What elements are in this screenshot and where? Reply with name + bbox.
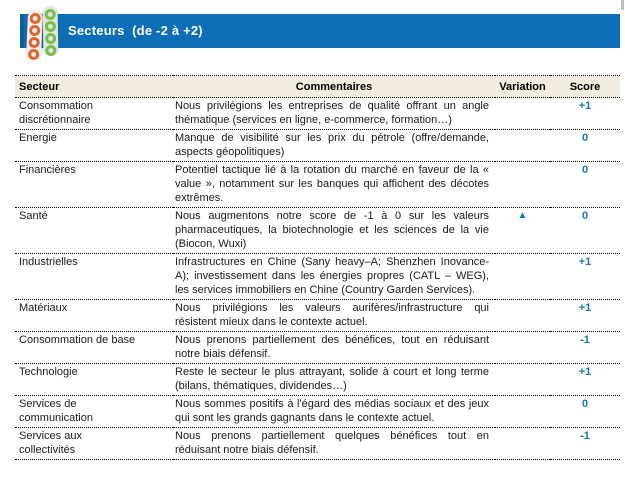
- sector-name-cell: [15, 98, 173, 130]
- table-header-row: [15, 76, 620, 98]
- table-row: [15, 130, 620, 162]
- sector-name-cell: [15, 428, 173, 460]
- variation-cell: [495, 396, 550, 428]
- sector-name-cell: [15, 162, 173, 208]
- sector-name-cell: [15, 208, 173, 254]
- comment-cell: Nous privilégions les valeurs aurifères/infrastructure qui résistent mieux dans le contexte actuel.: [173, 300, 495, 332]
- green-dot-icon: [45, 33, 56, 44]
- orange-dot-icon: [29, 25, 40, 36]
- comment-cell: Nous augmentons notre score de -1 à 0 sur les valeurs pharmaceutiques, la biotechnologie et les sciences de la vie (Biocon, Wuxi): [173, 208, 495, 254]
- sector-name-cell: [15, 300, 173, 332]
- page-corner-artifact: [621, 0, 624, 10]
- variation-cell: [495, 332, 550, 364]
- sector-name: Consommation discrétionnaire: [19, 100, 93, 126]
- sector-name: Energie: [19, 132, 57, 144]
- table-row: [15, 364, 620, 396]
- sector-name-cell: [15, 332, 173, 364]
- sector-name: Technologie: [19, 366, 78, 378]
- column-header-score: Score: [550, 76, 620, 98]
- comment-cell: Nous prenons partiellement des bénéfices, tout en réduisant notre biais défensif.: [173, 332, 495, 364]
- green-dots-strip-icon: [43, 7, 59, 55]
- green-dot-icon: [45, 45, 56, 56]
- variation-cell: [495, 130, 550, 162]
- orange-dots-strip-icon: [26, 11, 43, 60]
- comment-cell: Potentiel tactique lié à la rotation du marché en faveur de la « value », notamment sur les banques qui affichent des décotes extrêmes.: [173, 162, 495, 208]
- score-value: +1: [550, 364, 620, 396]
- sector-name-cell: [15, 364, 173, 396]
- score-value: -1: [550, 428, 620, 460]
- sector-name: Consommation de base: [19, 334, 136, 346]
- table-row: [15, 162, 620, 208]
- orange-dot-icon: [29, 13, 40, 24]
- score-value: 0: [550, 162, 620, 208]
- sector-name-cell: [15, 396, 173, 428]
- column-header-secteur: Secteur: [15, 76, 173, 98]
- comment-cell: Manque de visibilité sur les prix du pétrole (offre/demande, aspects géopolitiques): [173, 130, 495, 162]
- score-value: +1: [550, 98, 620, 130]
- section-title: Secteurs (de -2 à +2): [68, 23, 203, 38]
- sector-name: Services de communication: [19, 398, 93, 424]
- variation-cell: [495, 300, 550, 332]
- variation-cell: [495, 254, 550, 300]
- table-row: [15, 396, 620, 428]
- sector-name: Matériaux: [19, 302, 68, 314]
- score-value: 0: [550, 130, 620, 162]
- variation-cell: [495, 428, 550, 460]
- sector-name: Industrielles: [19, 256, 78, 268]
- sector-name-cell: [15, 254, 173, 300]
- sector-name-cell: [15, 130, 173, 162]
- comment-cell: Nous privilégions les entreprises de qualité offrant un angle thématique (services en ligne, e-commerce, formation…): [173, 98, 495, 130]
- variation-cell: [495, 98, 550, 130]
- green-dot-icon: [45, 21, 56, 32]
- variation-cell: [495, 162, 550, 208]
- score-value: -1: [550, 332, 620, 364]
- comment-cell: Infrastructures en Chine (Sany heavy–A; Shenzhen Inovance-A); investissement dans les énergies propres (CATL – WEG), les services immobiliers en Chine (Country Garden Services).: [173, 254, 495, 300]
- variation-up-icon: ▲: [495, 208, 550, 254]
- comment-cell: Nous sommes positifs à l'égard des médias sociaux et des jeux qui sont les grands gagnants dans le contexte actuel.: [173, 396, 495, 428]
- sectors-table: [15, 75, 620, 460]
- column-header-commentaires: Commentaires: [173, 76, 495, 98]
- score-value: +1: [550, 254, 620, 300]
- table-row: [15, 332, 620, 364]
- variation-cell: [495, 364, 550, 396]
- sectors-table-body: [15, 98, 620, 460]
- sectors-table-container: [15, 75, 620, 460]
- table-row: [15, 208, 620, 254]
- comment-cell: Reste le secteur le plus attrayant, solide à court et long terme (bilans, thématiques, dividendes…): [173, 364, 495, 396]
- sector-name: Financières: [19, 164, 76, 176]
- sector-name: Santé: [19, 210, 48, 222]
- sector-name: Services aux collectivités: [19, 430, 82, 456]
- table-row: [15, 428, 620, 460]
- score-value: 0: [550, 396, 620, 428]
- orange-dot-icon: [28, 49, 39, 60]
- score-value: +1: [550, 300, 620, 332]
- title-bar-left-edge: [20, 14, 24, 48]
- table-row: [15, 254, 620, 300]
- comment-cell: Nous prenons partiellement quelques bénéfices tout en réduisant notre biais défensif.: [173, 428, 495, 460]
- green-dot-icon: [45, 9, 56, 20]
- table-row: [15, 98, 620, 130]
- orange-dot-icon: [28, 37, 39, 48]
- column-header-variation: Variation: [495, 76, 550, 98]
- table-row: [15, 300, 620, 332]
- score-value: 0: [550, 208, 620, 254]
